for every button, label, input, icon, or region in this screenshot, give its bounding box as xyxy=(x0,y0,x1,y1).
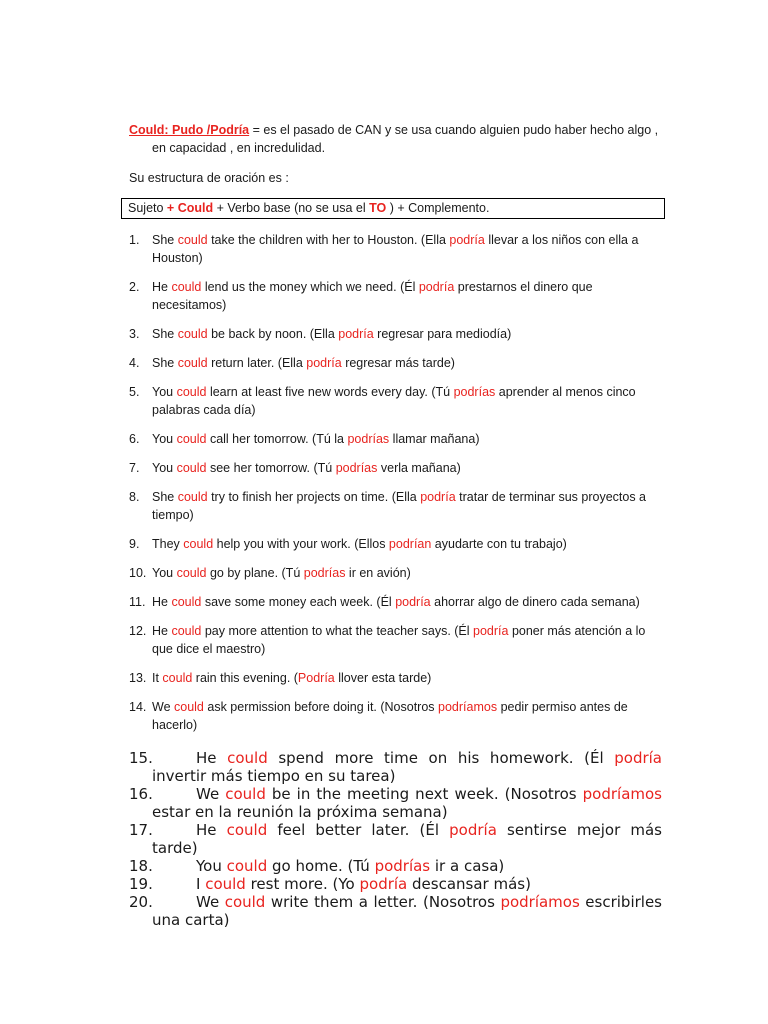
highlighted-word: podría xyxy=(449,821,497,839)
highlighted-word: podríamos xyxy=(438,700,498,714)
list-item-text xyxy=(152,698,662,734)
example-list xyxy=(0,231,768,745)
list-item-text xyxy=(0,857,662,875)
list-item-number: 19. xyxy=(129,875,153,893)
list-item-number: 7. xyxy=(129,461,140,475)
sentence-text: call her tomorrow. (Tú la xyxy=(206,432,348,446)
sentence-text: We xyxy=(152,700,174,714)
list-item-text xyxy=(152,593,662,611)
list-item xyxy=(0,564,768,582)
highlighted-word: could xyxy=(227,749,268,767)
highlighted-word: podría xyxy=(338,327,374,341)
highlighted-word: could xyxy=(171,624,202,638)
sentence-text: She xyxy=(152,233,178,247)
sentence-text: learn at least five new words every day. (Tú xyxy=(206,385,454,399)
list-item xyxy=(0,622,768,658)
sentence-text: help you with your work. (Ellos xyxy=(213,537,389,551)
list-item-number: 1. xyxy=(129,233,140,247)
highlighted-word: could xyxy=(226,821,268,839)
sentence-text: write them a letter. (Nosotros xyxy=(265,893,501,911)
list-item xyxy=(0,857,768,875)
list-item xyxy=(0,325,768,343)
structure-label: Su estructura de oración es : xyxy=(129,171,289,185)
highlighted-word: could xyxy=(171,595,202,609)
intro-definition-cont: en capacidad , en incredulidad. xyxy=(152,141,326,155)
highlighted-word: podríamos xyxy=(582,785,662,803)
highlighted-word: could xyxy=(177,490,208,504)
sentence-text: They xyxy=(152,537,184,551)
highlighted-word: podría xyxy=(420,490,456,504)
highlighted-word: could xyxy=(183,537,214,551)
list-item-number: 8. xyxy=(129,490,140,504)
sentence-text: poner más atención a lo que dice el maestro) xyxy=(152,624,646,656)
sentence-text: I xyxy=(196,875,206,893)
list-item xyxy=(0,698,768,734)
highlighted-word: podrías xyxy=(335,461,378,475)
sentence-text: regresar para mediodía) xyxy=(373,327,512,341)
highlighted-word: podrías xyxy=(347,432,390,446)
list-item xyxy=(0,488,768,524)
example-list-large xyxy=(0,749,768,929)
highlighted-word: podríamos xyxy=(500,893,580,911)
list-item-number: 12. xyxy=(129,624,147,638)
list-item-number: 2. xyxy=(129,280,140,294)
sentence-text: spend more time on his homework. (Él xyxy=(267,749,615,767)
list-item-text xyxy=(152,231,662,267)
sentence-text: invertir más tiempo en su tarea) xyxy=(152,767,396,785)
highlighted-word: could xyxy=(225,785,266,803)
sentence-text: try to finish her projects on time. (Ella xyxy=(207,490,421,504)
sentence-text: He xyxy=(196,749,228,767)
intro-line-1 xyxy=(129,121,689,139)
list-item xyxy=(0,749,768,785)
sentence-text: save some money each week. (Él xyxy=(201,595,396,609)
highlighted-word: podría xyxy=(614,749,662,767)
sentence-text: It xyxy=(152,671,163,685)
list-item-number: 6. xyxy=(129,432,140,446)
sentence-text: rain this evening. ( xyxy=(192,671,298,685)
sentence-text: He xyxy=(152,595,172,609)
sentence-text: ayudarte con tu trabajo) xyxy=(431,537,567,551)
list-item-number: 18. xyxy=(129,857,153,875)
sentence-text: verla mañana) xyxy=(377,461,461,475)
highlighted-word: could xyxy=(176,385,207,399)
list-item xyxy=(0,669,768,687)
sentence-text: descansar más) xyxy=(407,875,531,893)
list-item xyxy=(0,875,768,893)
sentence-text: take the children with her to Houston. (Ella xyxy=(207,233,450,247)
sentence-text: llevar a los niños con ella a Houston) xyxy=(152,233,639,265)
list-item-number: 9. xyxy=(129,537,140,551)
highlighted-word: podrían xyxy=(388,537,432,551)
sentence-text: ahorrar algo de dinero cada semana) xyxy=(430,595,640,609)
formula-complement: ) + Complemento. xyxy=(386,201,490,215)
sentence-text: llover esta tarde) xyxy=(334,671,432,685)
sentence-text: pedir permiso antes de hacerlo) xyxy=(152,700,628,732)
list-item-text xyxy=(152,564,662,582)
sentence-text: feel better later. (Él xyxy=(267,821,450,839)
highlighted-word: podría xyxy=(306,356,342,370)
highlighted-word: podrías xyxy=(453,385,496,399)
sentence-text: You xyxy=(152,566,177,580)
sentence-text: We xyxy=(196,893,225,911)
list-item-text xyxy=(152,430,662,448)
list-item xyxy=(0,278,768,314)
list-item xyxy=(0,535,768,553)
list-item-number: 11. xyxy=(129,595,146,609)
list-item xyxy=(0,785,768,821)
list-item-text xyxy=(152,278,662,314)
highlighted-word: podría xyxy=(418,280,455,294)
list-item-text xyxy=(152,383,662,419)
sentence-text: llamar mañana) xyxy=(389,432,480,446)
list-item xyxy=(0,893,768,929)
highlighted-word: could xyxy=(224,893,266,911)
sentence-text: escribirles una carta) xyxy=(152,893,663,929)
sentence-text: ir en avión) xyxy=(345,566,411,580)
highlighted-word: could xyxy=(176,461,207,475)
list-item-text xyxy=(0,893,662,929)
list-item xyxy=(0,593,768,611)
highlighted-word: could xyxy=(177,327,208,341)
highlighted-word: Podría xyxy=(297,671,335,685)
list-item-number: 15. xyxy=(129,749,153,767)
sentence-text: rest more. (Yo xyxy=(245,875,360,893)
list-item-text xyxy=(152,325,662,343)
list-item xyxy=(0,821,768,857)
sentence-text: regresar más tarde) xyxy=(341,356,455,370)
formula-subject: Sujeto xyxy=(128,201,167,215)
sentence-text: be back by noon. (Ella xyxy=(207,327,339,341)
sentence-text: You xyxy=(152,461,177,475)
list-item-text xyxy=(152,622,662,658)
sentence-text: ask permission before doing it. (Nosotros xyxy=(203,700,439,714)
list-item xyxy=(0,231,768,267)
sentence-text: lend us the money which we need. (Él xyxy=(201,280,419,294)
structure-formula-box xyxy=(121,198,665,219)
list-item-number: 13. xyxy=(129,671,147,685)
list-item-text xyxy=(0,875,662,893)
list-item xyxy=(0,383,768,419)
intro-term: Could: Pudo /Podría xyxy=(129,123,250,137)
highlighted-word: could xyxy=(226,857,268,875)
list-item-number: 5. xyxy=(129,385,140,399)
list-item-number: 10. xyxy=(129,566,147,580)
sentence-text: He xyxy=(152,624,172,638)
highlighted-word: could xyxy=(174,700,204,714)
sentence-text: He xyxy=(152,280,172,294)
sentence-text: You xyxy=(152,385,177,399)
highlighted-word: could xyxy=(177,233,208,247)
sentence-text: sentirse mejor más tarde) xyxy=(152,821,662,857)
highlighted-word: could xyxy=(177,356,208,370)
formula-verb: + Verbo base (no se usa el xyxy=(213,201,370,215)
highlighted-word: podría xyxy=(395,595,431,609)
list-item-number: 20. xyxy=(129,893,153,911)
list-item-number: 14. xyxy=(129,700,147,714)
sentence-text: ir a casa) xyxy=(430,857,505,875)
list-item-text xyxy=(152,488,662,524)
sentence-text: We xyxy=(196,785,226,803)
sentence-text: She xyxy=(152,327,178,341)
list-item xyxy=(0,354,768,372)
highlighted-word: could xyxy=(171,280,202,294)
list-item-number: 4. xyxy=(129,356,140,370)
highlighted-word: could xyxy=(176,566,207,580)
intro-definition: = es el pasado de CAN y se usa cuando alguien pudo haber hecho algo , xyxy=(249,123,659,137)
highlighted-word: podría xyxy=(473,624,509,638)
highlighted-word: could xyxy=(176,432,207,446)
sentence-text: be in the meeting next week. (Nosotros xyxy=(265,785,583,803)
list-item-text xyxy=(152,669,662,687)
list-item-text xyxy=(152,354,662,372)
list-item-text xyxy=(0,785,662,821)
sentence-text: You xyxy=(152,432,177,446)
highlighted-word: podría xyxy=(359,875,408,893)
highlighted-word: podrías xyxy=(303,566,346,580)
list-item xyxy=(0,459,768,477)
list-item-number: 17. xyxy=(129,821,153,839)
sentence-text: She xyxy=(152,356,178,370)
sentence-text: estar en la reunión la próxima semana) xyxy=(152,803,448,821)
highlighted-word: podría xyxy=(449,233,485,247)
highlighted-word: could xyxy=(205,875,246,893)
sentence-text: see her tomorrow. (Tú xyxy=(206,461,336,475)
sentence-text: go home. (Tú xyxy=(267,857,375,875)
sentence-text: You xyxy=(196,857,227,875)
formula-could: + Could xyxy=(166,201,214,215)
sentence-text: return later. (Ella xyxy=(207,356,307,370)
highlighted-word: podrías xyxy=(374,857,431,875)
sentence-text: go by plane. (Tú xyxy=(206,566,304,580)
sentence-text: tratar de terminar sus proyectos a tiempo) xyxy=(152,490,647,522)
list-item-text xyxy=(0,749,662,785)
sentence-text: He xyxy=(196,821,227,839)
list-item-number: 3. xyxy=(129,327,140,341)
sentence-text: pay more attention to what the teacher says. (Él xyxy=(201,624,474,638)
list-item-text xyxy=(0,821,662,857)
highlighted-word: could xyxy=(162,671,193,685)
list-item-text xyxy=(152,459,662,477)
list-item-text xyxy=(152,535,662,553)
list-item-number: 16. xyxy=(129,785,153,803)
sentence-text: prestarnos el dinero que necesitamos) xyxy=(152,280,593,312)
sentence-text: aprender al menos cinco palabras cada día) xyxy=(152,385,636,417)
intro-paragraph xyxy=(129,121,689,157)
list-item xyxy=(0,430,768,448)
sentence-text: She xyxy=(152,490,178,504)
formula-to: TO xyxy=(369,201,387,215)
